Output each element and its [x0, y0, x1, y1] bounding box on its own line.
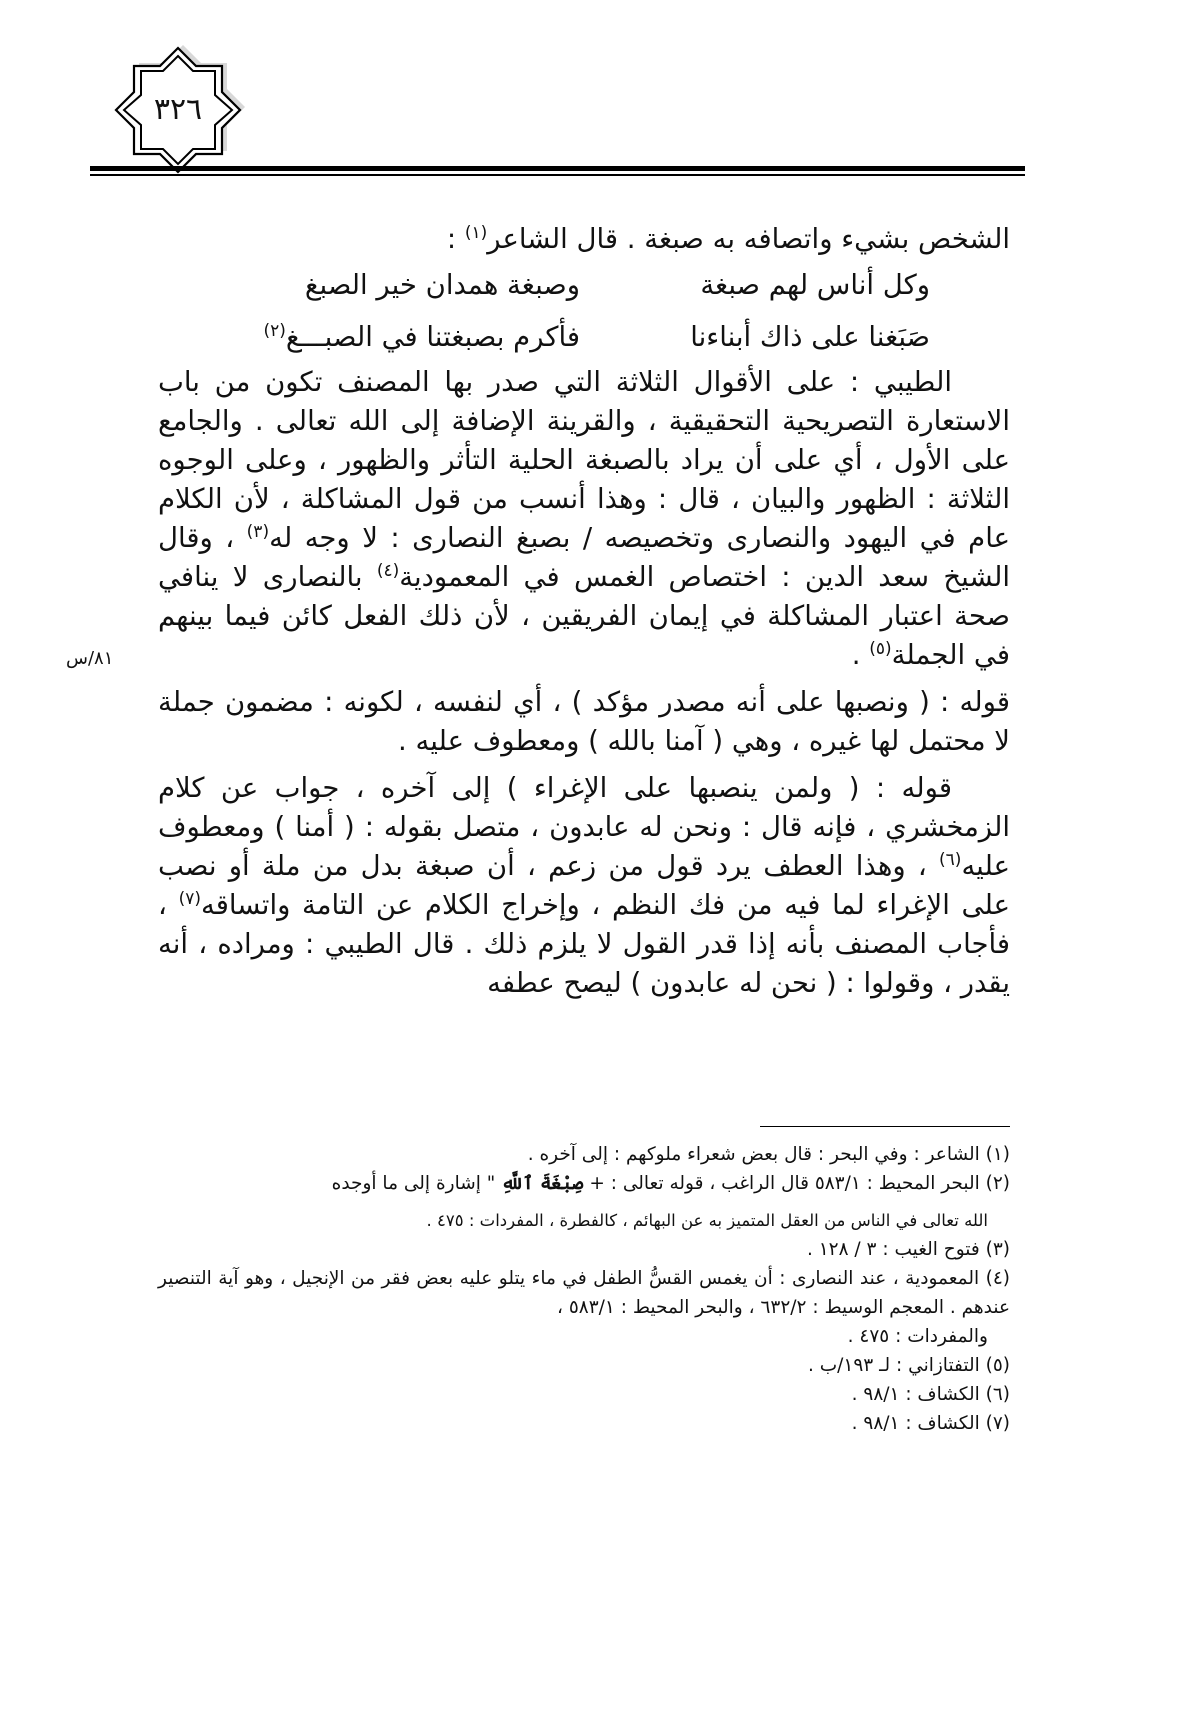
- footnote-ref-1[interactable]: (١): [464, 222, 488, 243]
- footnote-4-comma: ،: [557, 1297, 563, 1318]
- footnote-ref-4[interactable]: (٤): [376, 560, 400, 581]
- page-number-badge: [108, 40, 248, 180]
- verse-1-first-hemistich: وكل أناس لهم صبغة: [700, 269, 930, 301]
- paragraph-masdar: قوله : ( ونصبها على أنه مصدر مؤكد ) ، أي لنفسه ، لكونه : مضمون جملة لا محتمل لها غيره ، وهي ( آمنا بالله ) ومعطوف عليه .: [158, 686, 1010, 757]
- footnote-5: (٥) التفتازاني : لـ ١٩٣/ب .: [808, 1355, 1010, 1376]
- verse-line-1: [158, 259, 1010, 311]
- footnote-ref-6[interactable]: (٦): [939, 849, 962, 870]
- manuscript-folio-note: ٨١/س: [66, 648, 114, 669]
- footnote-1: (١) الشاعر : وفي البحر : قال بعض شعراء ملوكهم : إلى آخره .: [527, 1144, 1010, 1165]
- footnote-2: (٢) البحر المحيط : ٥٨٣/١ قال الراغب ، قوله تعالى : + صِبْغَةَ ٱللَّهِ " إشارة إلى ما أوجده: [331, 1173, 1010, 1194]
- footnote-2-continuation: الله تعالى في الناس من العقل المتميز به عن البهائم ، كالفطرة ، المفردات : ٤٧٥ .: [426, 1211, 988, 1230]
- footnote-separator: [760, 1126, 1010, 1127]
- footnote-6: (٦) الكشاف : ٩٨/١ .: [851, 1384, 1010, 1405]
- footnote-ref-2[interactable]: (٢): [263, 320, 286, 341]
- page-number: ٣٢٦: [153, 92, 203, 127]
- footnote-ref-3[interactable]: (٣): [246, 521, 270, 542]
- paragraph-ighra: قوله : ( ولمن ينصبها على الإغراء ) إلى آخره ، جواب عن كلام الزمخشري ، فإنه قال : ونحن له عابدون ، متصل بقوله : ( أمنا ) ومعطوف عليه$^{(٦)}$ ، وهذا العطف يرد قول من زعم ، أن صبغة بدل من ملة أو نصب على الإغراء لما فيه من فك النظم ، وإخراج الكلام عن التامة واتساقه$^{(٧)}$ ، فأجاب المصنف بأنه إذا قدر القول لا يلزم ذلك . قال الطيبي : ومراده ، أنه يقدر ، وقولوا : ( نحن له عابدون ) ليصح عطفه: [158, 772, 1010, 999]
- verse-2-second-hemistich: فأكرم بصبغتنا في الصبـــغ$^{(٢)}$: [263, 320, 580, 353]
- footnote-4: (٤) المعمودية ، عند النصارى : أن يغمس القسُّ الطفل في ماء يتلو عليه بعض فقر من الإنجيل ، وهو آية التنصير عندهم . المعجم الوسيط : ٦٣٢/٢ ، والبحر المحيط : ٥٨٣/١ ،: [158, 1268, 1010, 1318]
- verse-line-2: [158, 311, 1010, 363]
- footnote-7: (٧) الكشاف : ٩٨/١ .: [851, 1413, 1010, 1434]
- footnotes: [158, 1140, 1010, 1438]
- verse-2-first-hemistich: صَبَغنا على ذاك أبناءنا: [690, 321, 930, 353]
- paragraph-tibi: الطيبي : على الأقوال الثلاثة التي صدر بها المصنف تكون من باب الاستعارة التصريحية التحقيقية ، والقرينة الإضافة إلى الله تعالى . والجامع على الأول ، أي على أن يراد بالصبغة الحلية التأثر والظهور ، وعلى الوجوه الثلاثة : الظهور والبيان ، قال : وهذا أنسب من قول المشاكلة ، لأن الكلام عام في اليهود والنصارى وتخصيصه / بصبغ النصارى : لا وجه له$^{(٣)}$ ، وقال الشيخ سعد الدين : اختصاص الغمس في المعمودية$^{(٤)}$ بالنصارى لا ينافي صحة اعتبار المشاكلة في إيمان الفريقين ، لأن ذلك الفعل كائن فيما بينهم في الجملة$^{(٥)}$ .: [158, 366, 1010, 671]
- header-rule-thin: [90, 174, 1025, 176]
- footnote-ref-7[interactable]: (٧): [178, 888, 201, 909]
- main-text: [158, 220, 1010, 1003]
- footnote-ref-5[interactable]: (٥): [869, 638, 892, 659]
- quran-quote: صِبْغَةَ ٱللَّهِ: [501, 1173, 584, 1194]
- paragraph-intro: الشخص بشيء واتصافه به صبغة . قال الشاعر$^{(١)}$ :: [446, 222, 1010, 255]
- footnote-3: (٣) فتوح الغيب : ٣ / ١٢٨ .: [806, 1239, 1010, 1260]
- verse-1-second-hemistich: وصبغة همدان خير الصبغ: [304, 269, 580, 301]
- header-rule-thick: [90, 166, 1025, 171]
- footnote-4-continuation: والمفردات : ٤٧٥ .: [847, 1326, 988, 1347]
